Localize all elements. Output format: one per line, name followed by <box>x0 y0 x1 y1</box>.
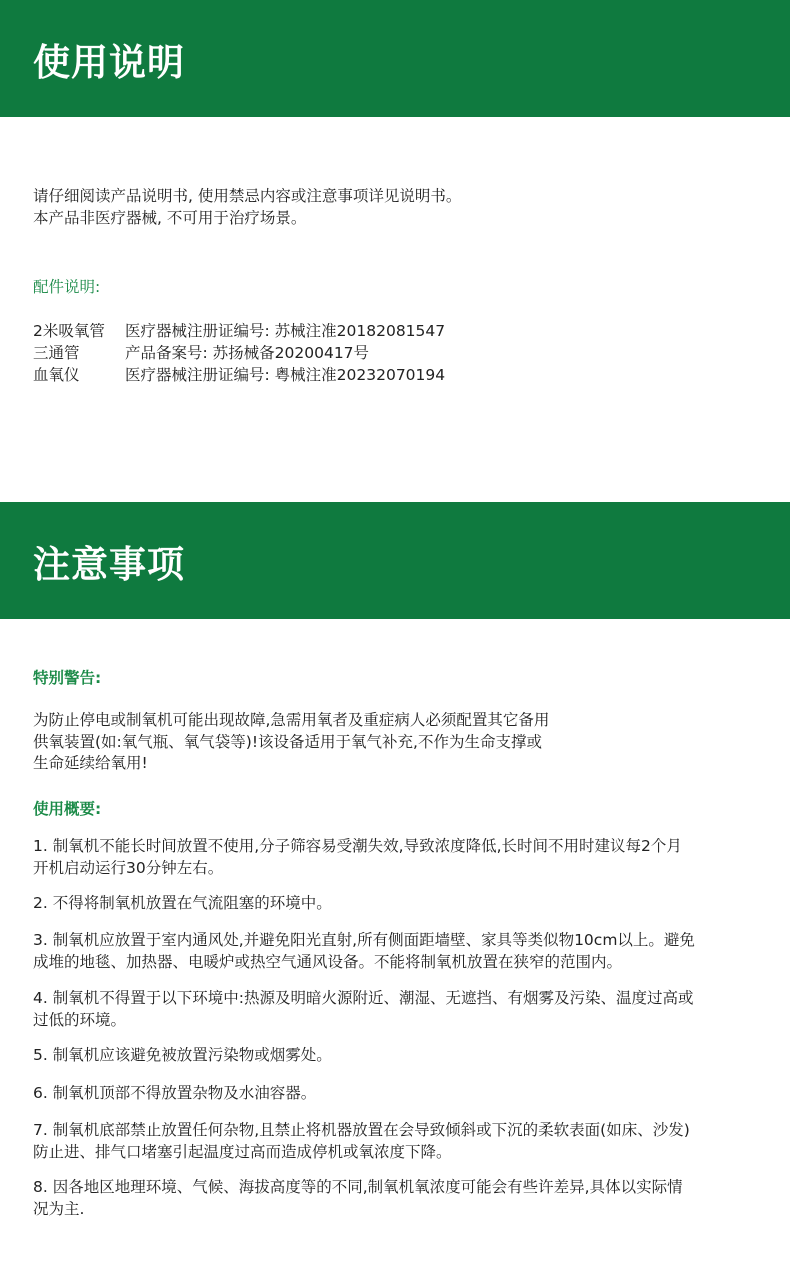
accessory-row <box>33 319 445 341</box>
warning-line-1: 为防止停电或制氧机可能出现故障,急需用氧者及重症病人必须配置其它备用 <box>33 711 550 729</box>
overview-item-1 <box>33 836 763 879</box>
accessories-label: 配件说明: <box>33 278 101 296</box>
warning-line-3: 生命延续给氧用! <box>33 754 148 772</box>
overview-item-3-line-2: 成堆的地毯、加热器、电暖炉或热空气通风设备。不能将制氧机放置在狭窄的范围内。 <box>33 952 623 971</box>
usage-intro <box>33 186 763 229</box>
accessory-name: 血氧仪 <box>33 366 80 384</box>
warning-text <box>33 710 763 775</box>
notice-section-title: 注意事项 <box>33 542 185 586</box>
overview-item-6 <box>33 1083 763 1105</box>
overview-item-1-line-2: 开机启动运行30分钟左右。 <box>33 858 224 877</box>
accessory-name: 三通管 <box>33 344 80 362</box>
overview-item-3-line-1: 3. 制氧机应放置于室内通风处,并避免阳光直射,所有侧面距墙壁、家具等类似物10cm以上。避免 <box>33 931 695 949</box>
usage-intro-line-1: 请仔细阅读产品说明书, 使用禁忌内容或注意事项详见说明书。 <box>33 187 462 205</box>
overview-item-2 <box>33 893 763 915</box>
overview-item-7 <box>33 1120 763 1163</box>
overview-item-4 <box>33 988 763 1031</box>
notice-section-header <box>0 502 790 619</box>
overview-item-4-line-2: 过低的环境。 <box>33 1010 127 1029</box>
accessory-row <box>33 341 445 363</box>
accessory-registration: 医疗器械注册证编号: 苏械注准20182081547 <box>125 322 446 340</box>
overview-item-1-line-1: 1. 制氧机不能长时间放置不使用,分子筛容易受潮失效,导致浓度降低,长时间不用时建议每2个月 <box>33 837 682 855</box>
usage-section-title: 使用说明 <box>33 40 185 84</box>
overview-item-8-line-1: 8. 因各地区地理环境、气候、海拔高度等的不同,制氧机氧浓度可能会有些许差异,具体以实际情 <box>33 1178 683 1196</box>
accessory-row <box>33 363 445 385</box>
usage-intro-line-2: 本产品非医疗器械, 不可用于治疗场景。 <box>33 208 307 227</box>
overview-item-7-line-2: 防止进、排气口堵塞引起温度过高而造成停机或氧浓度下降。 <box>33 1142 452 1161</box>
overview-item-5-line-1: 5. 制氧机应该避免被放置污染物或烟雾处。 <box>33 1046 332 1064</box>
overview-item-7-line-1: 7. 制氧机底部禁止放置任何杂物,且禁止将机器放置在会导致倾斜或下沉的柔软表面(如床、沙发) <box>33 1121 690 1139</box>
overview-item-8 <box>33 1177 763 1220</box>
overview-item-6-line-1: 6. 制氧机顶部不得放置杂物及水油容器。 <box>33 1084 317 1102</box>
overview-item-5 <box>33 1045 763 1067</box>
overview-item-2-line-1: 2. 不得将制氧机放置在气流阻塞的环境中。 <box>33 894 332 912</box>
overview-item-4-line-1: 4. 制氧机不得置于以下环境中:热源及明暗火源附近、潮湿、无遮挡、有烟雾及污染、温度过高或 <box>33 989 694 1007</box>
accessory-name: 2米吸氧管 <box>33 322 105 340</box>
warning-label: 特别警告: <box>33 669 102 687</box>
accessories-table <box>33 319 445 385</box>
accessory-registration: 医疗器械注册证编号: 粤械注准20232070194 <box>125 366 446 384</box>
overview-item-8-line-2: 况为主. <box>33 1199 85 1218</box>
usage-section-header <box>0 0 790 117</box>
accessory-registration: 产品备案号: 苏扬械备20200417号 <box>125 344 370 362</box>
overview-item-3 <box>33 930 763 973</box>
warning-line-2: 供氧装置(如:氧气瓶、氧气袋等)!该设备适用于氧气补充,不作为生命支撑或 <box>33 732 542 751</box>
overview-label: 使用概要: <box>33 800 102 818</box>
